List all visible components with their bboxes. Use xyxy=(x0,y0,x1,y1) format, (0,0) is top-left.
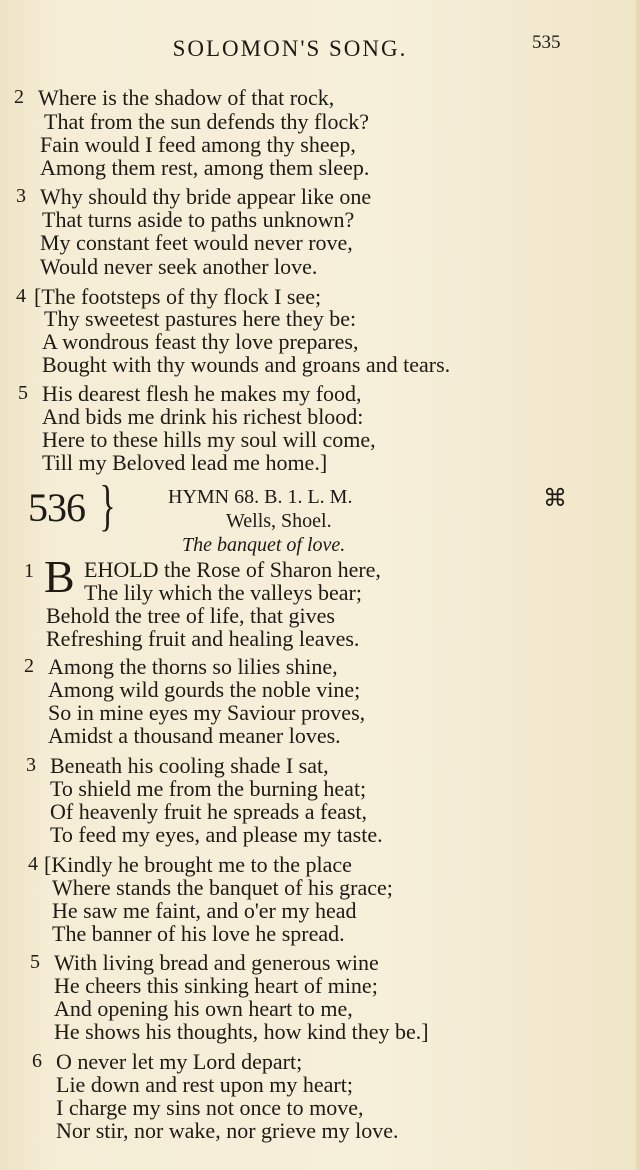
verse-line: That turns aside to paths unknown? xyxy=(42,207,355,232)
verse-line: That from the sun defends thy flock? xyxy=(44,109,370,134)
stanza-number: 5 xyxy=(30,951,40,973)
stanza-number: 3 xyxy=(16,185,26,207)
verse-line: O never let my Lord depart; xyxy=(56,1049,303,1074)
stanza-number: 4 xyxy=(16,285,26,307)
verse-line: [The footsteps of thy flock I see; xyxy=(34,284,322,309)
verse-line: He saw me faint, and o'er my head xyxy=(52,898,357,923)
verse-line: Would never seek another love. xyxy=(40,254,318,279)
page-edge xyxy=(636,0,640,1170)
verse-line: The banner of his love he spread. xyxy=(52,921,345,946)
stanza-number: 2 xyxy=(24,655,34,677)
verse-line: Where stands the banquet of his grace; xyxy=(52,875,393,900)
verse-line: Beneath his cooling shade I sat, xyxy=(50,753,329,778)
verse-line: Here to these hills my soul will come, xyxy=(42,427,376,452)
stanza-number: 2 xyxy=(14,86,24,108)
verse-line: The lily which the valleys bear; xyxy=(84,580,362,605)
verse-line: Bought with thy wounds and groans and tears. xyxy=(42,352,451,377)
hymn-number: 536 xyxy=(28,485,85,530)
verse-line: Among the thorns so lilies shine, xyxy=(48,654,338,679)
verse-line: Among them rest, among them sleep. xyxy=(40,155,370,180)
drop-cap: B xyxy=(44,551,75,602)
verse-line: Where is the shadow of that rock, xyxy=(38,85,335,110)
verse-line: With living bread and generous wine xyxy=(54,950,379,975)
tune-names: Wells, Shoel. xyxy=(226,510,332,532)
verse-line: To feed my eyes, and please my taste. xyxy=(50,822,383,847)
verse-line: Lie down and rest upon my heart; xyxy=(56,1072,353,1097)
verse-line: He shows his thoughts, how kind they be.] xyxy=(54,1019,429,1044)
stanza-number: 5 xyxy=(18,382,28,404)
running-head: SOLOMON'S SONG. xyxy=(172,36,408,61)
brace: } xyxy=(99,475,116,537)
verse-line: Behold the tree of life, that gives xyxy=(46,603,335,628)
verse-line: Of heavenly fruit he spreads a feast, xyxy=(50,799,368,824)
verse-line: EHOLD the Rose of Sharon here, xyxy=(84,557,381,582)
verse-line: So in mine eyes my Saviour proves, xyxy=(48,700,366,725)
verse-line: Till my Beloved lead me home.] xyxy=(42,450,328,475)
stanza-number: 3 xyxy=(26,754,36,776)
stanza-number: 1 xyxy=(24,560,34,582)
stanza-number: 6 xyxy=(32,1050,42,1072)
ornament-icon: ⌘ xyxy=(543,484,567,512)
verse-line: Refreshing fruit and healing leaves. xyxy=(46,626,360,651)
verse-line: My constant feet would never rove, xyxy=(40,230,353,255)
verse-line: [Kindly he brought me to the place xyxy=(44,852,352,877)
verse-line: Nor stir, nor wake, nor grieve my love. xyxy=(56,1118,399,1143)
verse-line: His dearest flesh he makes my food, xyxy=(42,381,362,406)
verse-line: Amidst a thousand meaner loves. xyxy=(48,723,341,748)
verse-line: A wondrous feast thy love prepares, xyxy=(42,329,359,354)
verse-line: Among wild gourds the noble vine; xyxy=(48,677,361,702)
verse-line: And opening his own heart to me, xyxy=(54,996,353,1021)
verse-line: Thy sweetest pastures here they be: xyxy=(44,306,357,331)
verse-line: And bids me drink his richest blood: xyxy=(42,404,364,429)
verse-line: Why should thy bride appear like one xyxy=(40,184,372,209)
verse-line: To shield me from the burning heat; xyxy=(50,776,367,801)
hymn-subject: The banquet of love. xyxy=(182,534,346,556)
page-number: 535 xyxy=(532,32,561,53)
stanza-number: 4 xyxy=(28,853,38,875)
verse-line: He cheers this sinking heart of mine; xyxy=(54,973,378,998)
hymn-title: HYMN 68. B. 1. L. M. xyxy=(168,486,353,508)
verse-line: I charge my sins not once to move, xyxy=(56,1095,364,1120)
verse-line: Fain would I feed among thy sheep, xyxy=(40,132,356,157)
